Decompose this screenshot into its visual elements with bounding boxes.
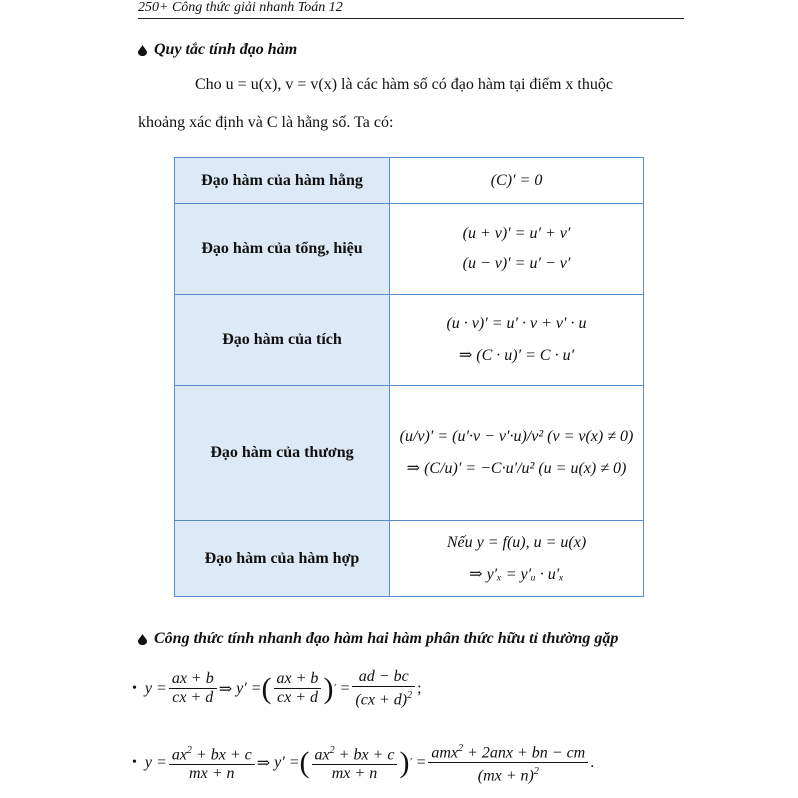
intro-line-1: Cho u = u(x), v = v(x) là các hàm số có đạo hàm tại điểm x thuộc (195, 76, 613, 93)
section-title-quick-formulas (138, 630, 618, 648)
section-title-derivative-rules (138, 41, 297, 59)
formula-line-1: • y = $\frac{ax + b}{cx + d}$ ⇒ y′ = ( $\frac{ax + b}{cx + d}$ ) ′ = $\frac{ad - bc}{(cx + d)^2}$ ; (132, 668, 422, 709)
rule-label: Đạo hàm của hàm hằng (175, 158, 390, 204)
table-row (175, 295, 644, 386)
rule-formula: (u · v)′ = u′ · v + v′ · u ⇒ (C · u)′ = C · u′ (390, 295, 644, 386)
table-row (175, 386, 644, 521)
rule-label: Đạo hàm của hàm hợp (175, 521, 390, 597)
table-row (175, 204, 644, 295)
rule-formula: (u/v)′ = (u′·v − v′·u)/v² (v = v(x) ≠ 0) ⇒ (C/u)′ = −C·u′/u² (u = u(x) ≠ 0) (390, 386, 644, 521)
page-header: 250+ Công thức giải nhanh Toán 12 (138, 0, 684, 19)
rule-formula: (C)′ = 0 (390, 158, 644, 204)
rule-label: Đạo hàm của tích (175, 295, 390, 386)
rule-formula: Nếu y = f(u), u = u(x) ⇒ y′ₓ = y′ᵤ · u′ₓ (390, 521, 644, 597)
derivative-rules-table (174, 157, 644, 597)
rule-label: Đạo hàm của thương (175, 386, 390, 521)
formula-line-2: • y = $\frac{ax^2 + bx + c}{mx + n}$ ⇒ y′ = ( $\frac{ax^2 + bx + c}{mx + n}$ ) ′ = $\frac{amx^2 + 2anx + bn - cm}{(mx + n)^2}$ . (132, 740, 594, 786)
table-row (175, 521, 644, 597)
rule-label: Đạo hàm của tổng, hiệu (175, 204, 390, 295)
drop-bullet-icon (138, 45, 147, 56)
drop-bullet-icon (138, 634, 147, 645)
rule-formula: (u + v)′ = u′ + v′ (u − v)′ = u′ − v′ (390, 204, 644, 295)
intro-line-2: khoảng xác định và C là hằng số. Ta có: (138, 114, 394, 131)
table-row (175, 158, 644, 204)
section-title-text: Công thức tính nhanh đạo hàm hai hàm phân thức hữu tỉ thường gặp (154, 630, 619, 647)
section-title-text: Quy tắc tính đạo hàm (154, 41, 298, 58)
